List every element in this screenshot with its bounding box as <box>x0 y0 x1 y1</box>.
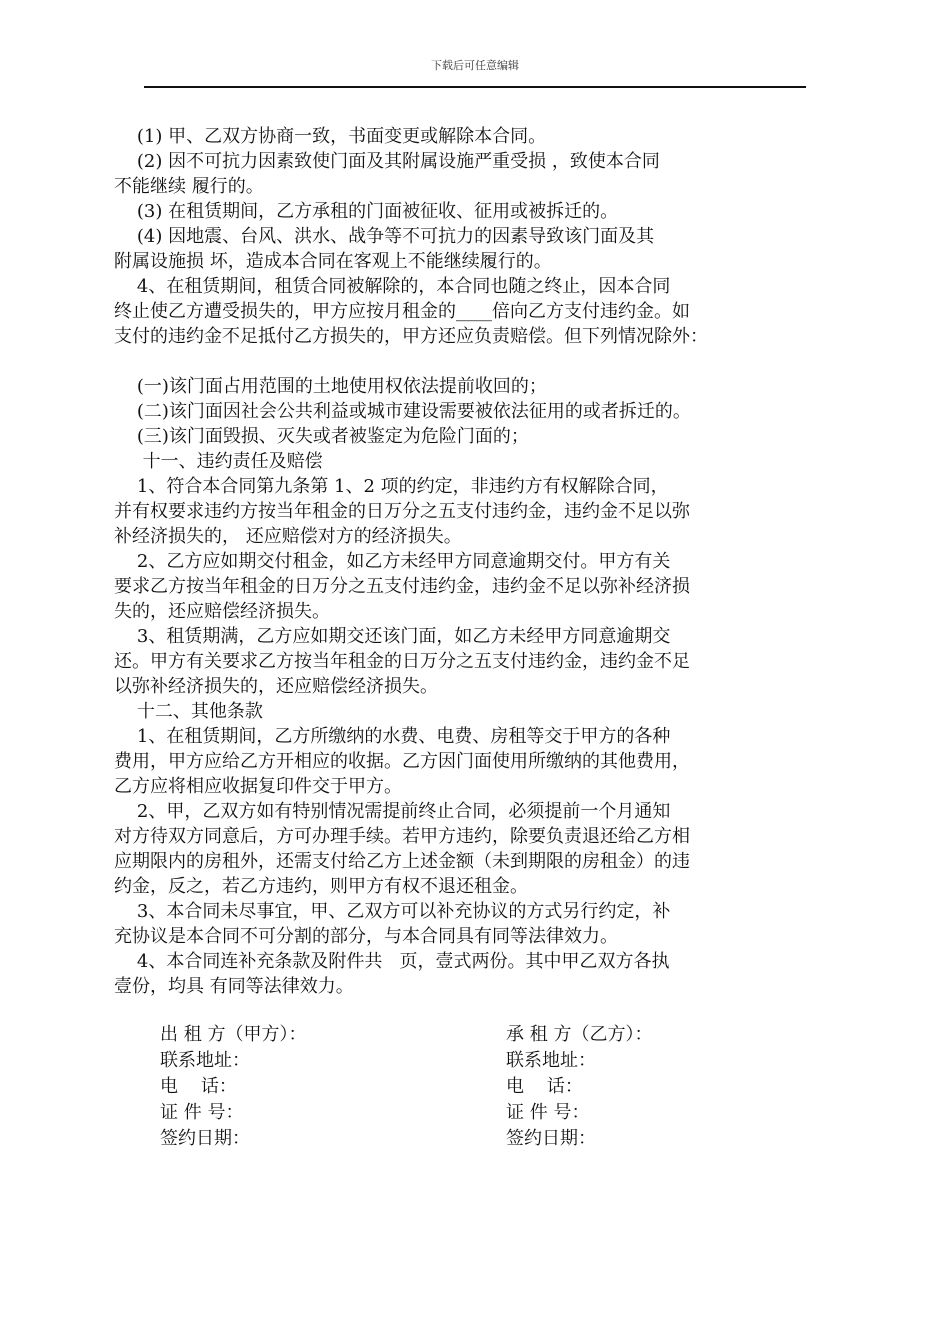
section-heading: 十二、其他条款 <box>114 701 263 722</box>
header-divider <box>144 86 806 88</box>
body-line: 应期限内的房租外，还需支付给乙方上述金额（未到期限的房租金）的违 <box>114 851 690 872</box>
signature-row <box>160 1074 780 1100</box>
signature-block <box>160 1022 780 1152</box>
body-line: 对方待双方同意后，方可办理手续。若甲方违约，除要负责退还给乙方相 <box>114 826 690 847</box>
body-line: (一)该门面占用范围的土地使用权依法提前收回的； <box>114 376 547 397</box>
body-line: (4) 因地震、台风、洪水、战争等不可抗力的因素导致该门面及其 <box>114 226 655 247</box>
lessor-id-label: 证 件 号： <box>160 1102 244 1123</box>
signature-row <box>160 1126 780 1152</box>
lessor-date-label: 签约日期： <box>160 1128 250 1149</box>
body-line: (2) 因不可抗力因素致使门面及其附属设施严重受损 ，致使本合同 <box>114 151 660 172</box>
body-line: 3、租赁期满，乙方应如期交还该门面，如乙方未经甲方同意逾期交 <box>114 626 671 647</box>
lessor-phone-label: 电 话： <box>160 1076 237 1097</box>
body-line: 壹份，均具 有同等法律效力。 <box>114 976 354 997</box>
body-line: 2、乙方应如期交付租金，如乙方未经甲方同意逾期交付。甲方有关 <box>114 551 671 572</box>
lessee-date-label: 签约日期： <box>506 1128 596 1149</box>
body-line: 4、本合同连补充条款及附件共 页，壹式两份。其中甲乙双方各执 <box>114 951 670 972</box>
body-line: (三)该门面毁损、灭失或者被鉴定为危险门面的； <box>114 426 529 447</box>
body-line: 乙方应将相应收据复印件交于甲方。 <box>114 776 402 797</box>
body-line: 还。甲方有关要求乙方按当年租金的日万分之五支付违约金，违约金不足 <box>114 651 690 672</box>
signature-row <box>160 1022 780 1048</box>
body-line: (二)该门面因社会公共利益或城市建设需要被依法征用的或者拆迁的。 <box>114 401 691 422</box>
body-line: 1、符合本合同第九条第 1、2 项的约定，非违约方有权解除合同， <box>114 476 669 497</box>
lessee-phone-label: 电 话： <box>506 1076 583 1097</box>
lessor-address-label: 联系地址： <box>160 1050 250 1071</box>
body-line: 不能继续 履行的。 <box>114 176 264 197</box>
body-line: 费用，甲方应给乙方开相应的收据。乙方因门面使用所缴纳的其他费用， <box>114 751 690 772</box>
body-line: 补经济损失的， 还应赔偿对方的经济损失。 <box>114 526 462 547</box>
body-line: 终止使乙方遭受损失的，甲方应按月租金的____倍向乙方支付违约金。如 <box>114 301 690 322</box>
body-line: 1、在租赁期间，乙方所缴纳的水费、电费、房租等交于甲方的各种 <box>114 726 671 747</box>
lessee-label: 承 租 方（乙方）： <box>506 1024 653 1045</box>
body-line: 2、甲，乙双方如有特别情况需提前终止合同，必须提前一个月通知 <box>114 801 671 822</box>
lessee-id-label: 证 件 号： <box>506 1102 590 1123</box>
body-line: (3) 在租赁期间，乙方承租的门面被征收、征用或被拆迁的。 <box>114 201 619 222</box>
body-line: 3、本合同未尽事宜，甲、乙双方可以补充协议的方式另行约定，补 <box>114 901 671 922</box>
body-line: 并有权要求违约方按当年租金的日万分之五支付违约金，违约金不足以弥 <box>114 501 690 522</box>
body-line: 失的，还应赔偿经济损失。 <box>114 601 330 622</box>
body-line: 要求乙方按当年租金的日万分之五支付违约金，违约金不足以弥补经济损 <box>114 576 690 597</box>
lessee-address-label: 联系地址： <box>506 1050 596 1071</box>
body-line: (1) 甲、乙双方协商一致，书面变更或解除本合同。 <box>114 126 547 147</box>
signature-row <box>160 1100 780 1126</box>
body-line: 附属设施损 坏，造成本合同在客观上不能继续履行的。 <box>114 251 552 272</box>
section-heading: 十一、违约责任及赔偿 <box>114 451 323 472</box>
lessor-label: 出 租 方（甲方）： <box>160 1024 307 1045</box>
body-line: 支付的违约金不足抵付乙方损失的，甲方还应负责赔偿。但下列情况除外： <box>114 326 708 347</box>
page-header-note: 下载后可任意编辑 <box>431 59 519 72</box>
body-line <box>114 349 840 374</box>
body-line: 约金，反之，若乙方违约，则甲方有权不退还租金。 <box>114 876 528 897</box>
signature-row <box>160 1048 780 1074</box>
body-line: 充协议是本合同不可分割的部分，与本合同具有同等法律效力。 <box>114 926 618 947</box>
body-line: 以弥补经济损失的，还应赔偿经济损失。 <box>114 676 438 697</box>
body-line: 4、在租赁期间，租赁合同被解除的，本合同也随之终止，因本合同 <box>114 276 671 297</box>
contract-body <box>114 124 840 999</box>
